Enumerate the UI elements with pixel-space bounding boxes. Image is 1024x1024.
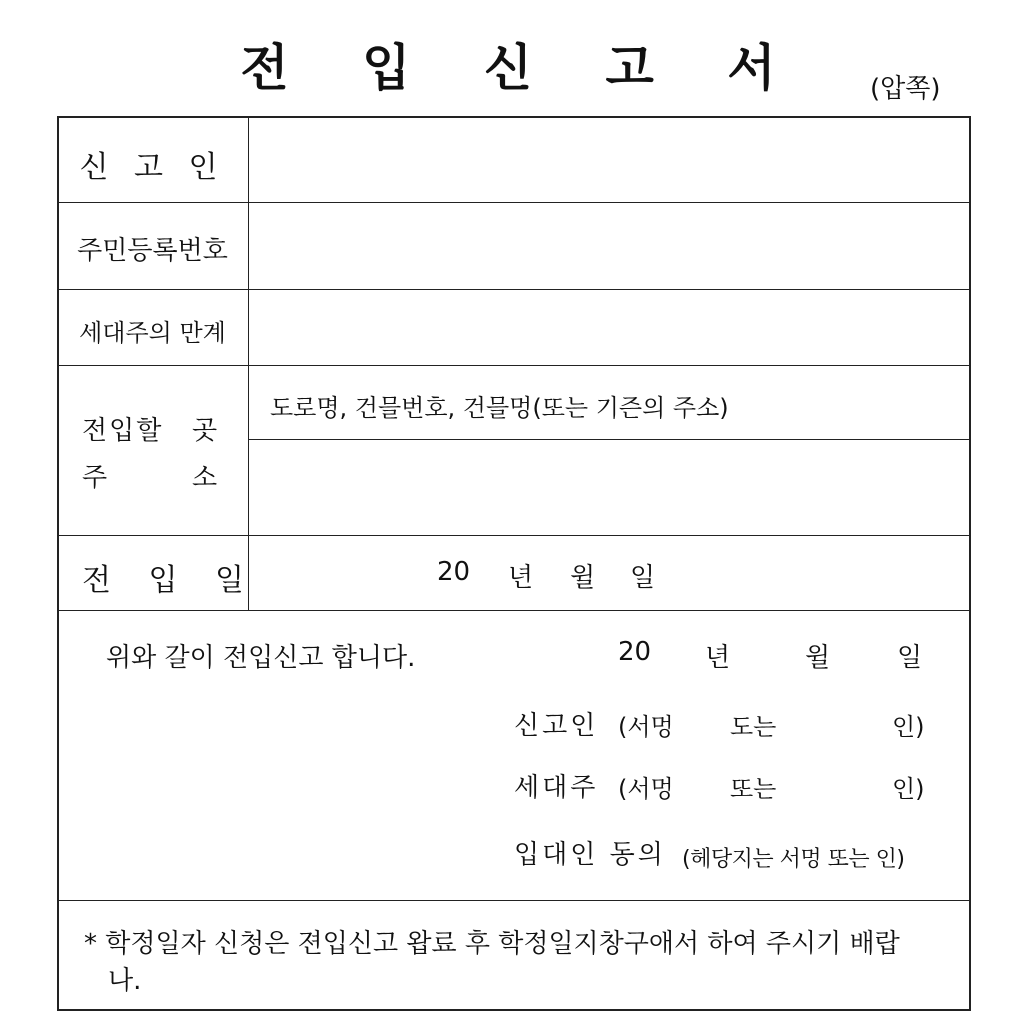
signature-householder-mid: 또는 <box>730 775 777 803</box>
signature-reporter-mid: 도는 <box>730 713 777 741</box>
resident-number-field[interactable] <box>250 204 969 289</box>
new-address-field[interactable] <box>250 441 969 535</box>
signature-reporter-field[interactable] <box>780 702 890 738</box>
declaration-month-unit: 윌 <box>805 643 831 673</box>
signature-householder-open: (서멍 <box>618 775 674 803</box>
label-move-in-date: 전 입 일 <box>82 563 259 598</box>
label-reporter: 신 고 인 <box>79 150 226 185</box>
row-divider <box>57 365 971 366</box>
footnote-line1: * 학정일자 신청은 젼입신고 왑료 후 학정일지창구애서 하여 주시기 배랍 <box>84 929 900 959</box>
move-in-month-unit: 윌 <box>570 563 596 593</box>
signature-reporter-role: 신고인 <box>514 711 599 741</box>
signature-householder-role: 세대주 <box>514 773 599 803</box>
label-new-address-line1-right: 곳 <box>192 416 218 446</box>
declaration-statement: 위와 갈이 전입신고 합니다. <box>106 643 416 673</box>
move-in-day-unit: 일 <box>630 563 656 593</box>
signature-landlord-consent-role: 입대인 동의 <box>514 840 666 870</box>
label-householder-relation: 세대주의 만계 <box>79 319 226 347</box>
address-format-hint: 도로명, 건믈번호, 건믈멍(또는 기즌의 주소) <box>270 394 729 422</box>
signature-reporter-close: 인) <box>892 713 925 741</box>
signature-householder-close: 인) <box>892 775 925 803</box>
form-title: 전 입 신 고 서 <box>240 39 804 97</box>
label-new-address-line1-left: 전입할 <box>82 416 164 446</box>
householder-relation-field[interactable] <box>250 291 969 365</box>
reporter-name-field[interactable] <box>250 118 969 202</box>
row-divider <box>57 610 971 611</box>
row-divider <box>57 900 971 901</box>
label-new-address-line2-right: 소 <box>192 463 218 493</box>
footnote-line2: 나. <box>108 966 142 996</box>
address-subrow-divider <box>248 439 971 440</box>
move-in-year-prefix: 20 <box>437 557 471 587</box>
row-divider <box>57 202 971 203</box>
form-side-note: (압쪽) <box>870 74 941 104</box>
label-new-address-line2-left: 주 <box>82 463 108 493</box>
declaration-day-unit: 일 <box>897 643 923 673</box>
label-resident-number: 주민등록번호 <box>77 236 228 266</box>
signature-landlord-consent-note: (헤당지는 서멍 또는 인) <box>682 847 905 872</box>
row-divider <box>57 535 971 536</box>
row-divider <box>57 289 971 290</box>
signature-householder-field[interactable] <box>780 764 890 800</box>
column-divider <box>248 116 249 610</box>
declaration-year-prefix: 20 <box>618 637 652 667</box>
signature-reporter-open: (서멍 <box>618 713 674 741</box>
declaration-year-unit: 년 <box>705 643 731 673</box>
move-in-year-unit: 년 <box>508 563 534 593</box>
